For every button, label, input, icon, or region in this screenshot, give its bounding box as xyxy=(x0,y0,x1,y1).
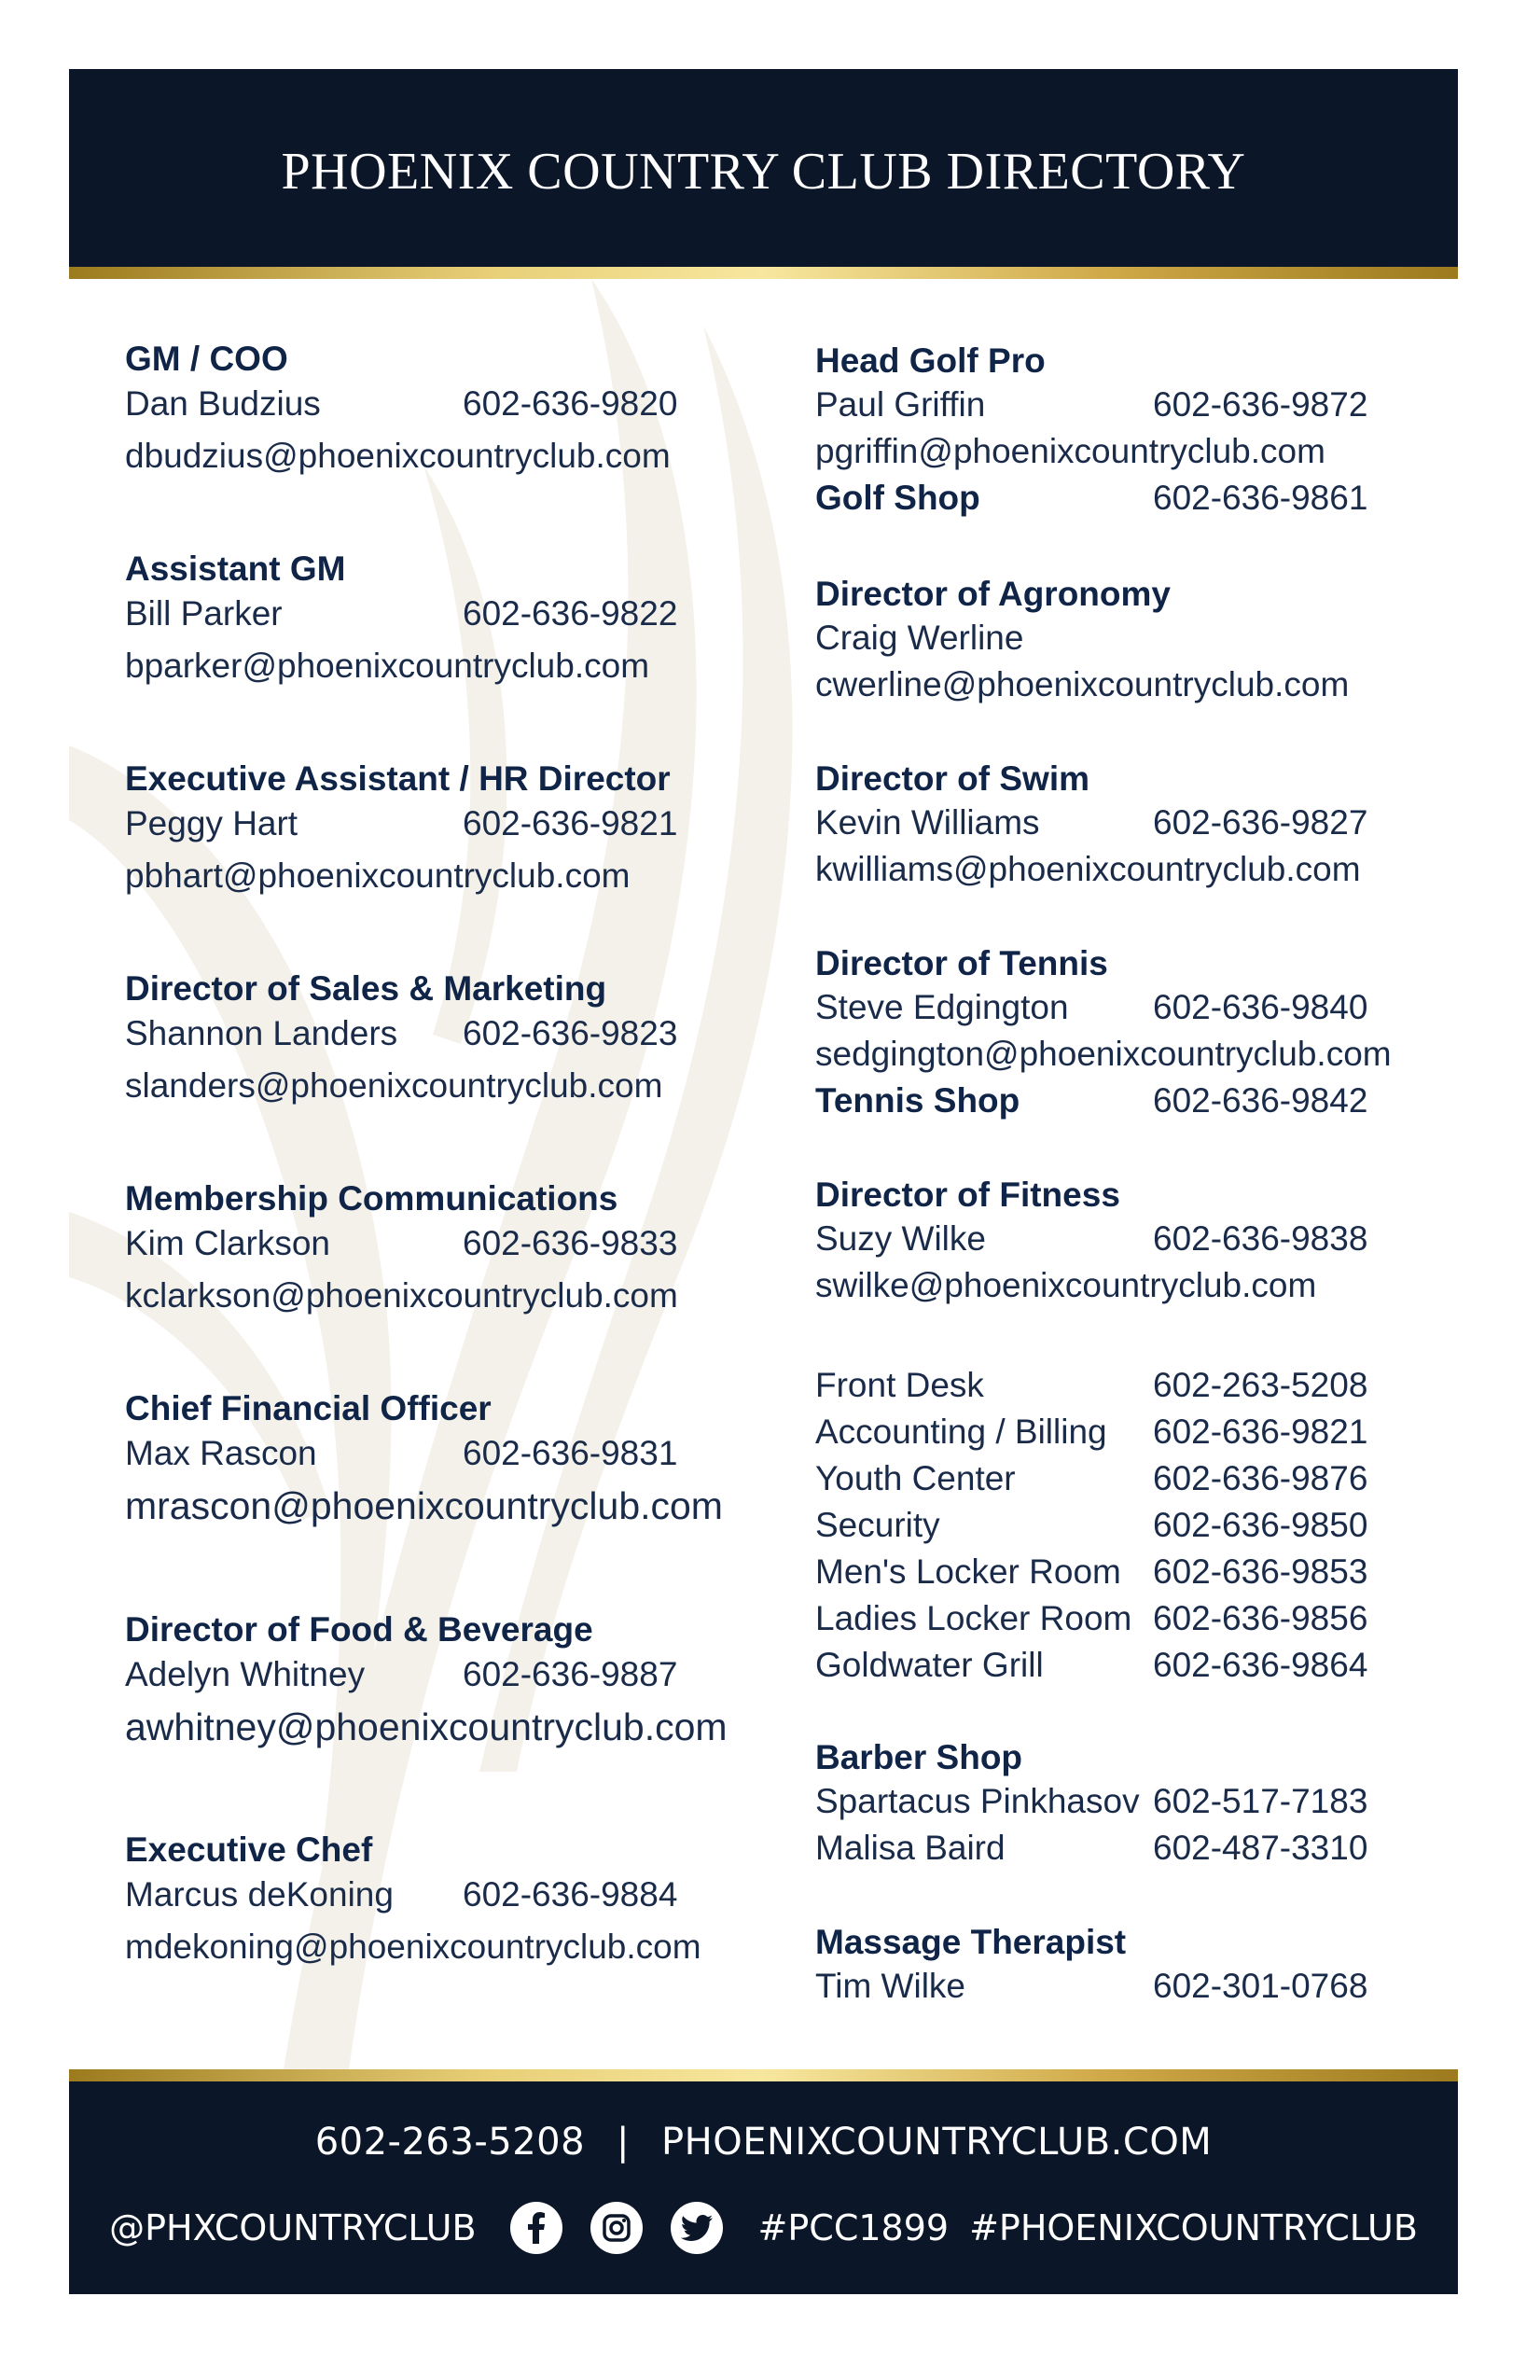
contact-email[interactable]: mrascon@phoenixcountryclub.com xyxy=(125,1484,723,1527)
contact-title: Executive Chef xyxy=(125,1830,373,1869)
contact-tennis xyxy=(815,943,1422,1124)
contact-gm xyxy=(125,341,731,482)
contact-title: Director of Agronomy xyxy=(815,575,1171,613)
contact-name: Spartacus Pinkhasov xyxy=(815,1782,1140,1820)
department-name: Men's Locker Room xyxy=(815,1552,1121,1591)
list-item xyxy=(815,1502,1422,1549)
contact-email[interactable]: cwerline@phoenixcountryclub.com xyxy=(815,665,1350,703)
department-list xyxy=(815,1362,1422,1689)
contact-email[interactable]: pgriffin@phoenixcountryclub.com xyxy=(815,432,1325,470)
tennis-shop-phone[interactable]: 602-636-9842 xyxy=(1153,1081,1368,1120)
page-title: PHOENIX COUNTRY CLUB DIRECTORY xyxy=(281,143,1246,201)
contact-name: Peggy Hart xyxy=(125,804,298,842)
department-phone[interactable]: 602-636-9850 xyxy=(1153,1506,1368,1544)
department-phone[interactable]: 602-636-9864 xyxy=(1153,1646,1368,1684)
footer-website-link[interactable]: PHOENIXCOUNTRYCLUB.COM xyxy=(661,2121,1213,2164)
contact-cfo xyxy=(125,1390,731,1532)
contact-phone[interactable]: 602-636-9827 xyxy=(1153,803,1368,842)
contact-title: Barber Shop xyxy=(815,1738,1023,1776)
contact-phone[interactable]: 602-636-9887 xyxy=(463,1655,678,1693)
header-banner xyxy=(69,69,1458,276)
department-phone[interactable]: 602-636-9876 xyxy=(1153,1459,1368,1497)
department-name: Front Desk xyxy=(815,1366,984,1404)
contact-assistant-gm xyxy=(125,550,731,692)
contact-name: Adelyn Whitney xyxy=(125,1655,366,1693)
contact-agronomy xyxy=(815,574,1422,708)
contact-title: Membership Communications xyxy=(125,1179,618,1218)
tennis-shop-label: Tennis Shop xyxy=(815,1081,1020,1120)
contact-title: Director of Swim xyxy=(815,759,1089,798)
contact-email[interactable]: sedgington@phoenixcountryclub.com xyxy=(815,1035,1392,1073)
footer-contact-line xyxy=(69,2121,1458,2164)
contact-phone[interactable]: 602-636-9820 xyxy=(463,384,678,423)
contact-barber xyxy=(815,1737,1422,1872)
contact-name: Shannon Landers xyxy=(125,1014,398,1052)
contact-title: Director of Food & Beverage xyxy=(125,1610,593,1649)
contact-title: Massage Therapist xyxy=(815,1923,1127,1961)
golf-shop-phone[interactable]: 602-636-9861 xyxy=(1153,479,1368,517)
contact-phone[interactable]: 602-636-9831 xyxy=(463,1434,678,1472)
contact-phone[interactable]: 602-487-3310 xyxy=(1153,1829,1368,1867)
contact-phone[interactable]: 602-636-9840 xyxy=(1153,988,1368,1026)
contact-email[interactable]: dbudzius@phoenixcountryclub.com xyxy=(125,437,671,475)
department-name: Ladies Locker Room xyxy=(815,1599,1132,1637)
list-item xyxy=(815,1409,1422,1455)
contact-title: Assistant GM xyxy=(125,550,346,588)
contact-phone[interactable]: 602-301-0768 xyxy=(1153,1967,1368,2005)
department-phone[interactable]: 602-263-5208 xyxy=(1153,1366,1368,1404)
contact-name: Paul Griffin xyxy=(815,385,986,424)
contact-fitness xyxy=(815,1175,1422,1309)
contact-phone[interactable]: 602-636-9823 xyxy=(463,1014,678,1052)
contact-title: Director of Fitness xyxy=(815,1176,1120,1214)
contact-email[interactable]: bparker@phoenixcountryclub.com xyxy=(125,647,650,685)
footer-phone[interactable]: 602-263-5208 xyxy=(314,2121,586,2164)
contact-phone[interactable]: 602-636-9822 xyxy=(463,594,678,633)
department-phone[interactable]: 602-636-9856 xyxy=(1153,1599,1368,1637)
contact-email[interactable]: slanders@phoenixcountryclub.com xyxy=(125,1066,663,1105)
golf-shop-label: Golf Shop xyxy=(815,479,980,517)
contact-name: Craig Werline xyxy=(815,619,1024,657)
contact-name: Dan Budzius xyxy=(125,384,321,423)
list-item xyxy=(815,1362,1422,1409)
contact-phone[interactable]: 602-517-7183 xyxy=(1153,1782,1368,1820)
contact-phone[interactable]: 602-636-9884 xyxy=(463,1875,678,1914)
contact-name: Malisa Baird xyxy=(815,1829,1006,1867)
contact-email[interactable]: pbhart@phoenixcountryclub.com xyxy=(125,856,631,895)
department-name: Security xyxy=(815,1506,940,1544)
contact-email[interactable]: kclarkson@phoenixcountryclub.com xyxy=(125,1276,678,1315)
contact-name: Tim Wilke xyxy=(815,1967,965,2005)
contact-swim xyxy=(815,759,1422,893)
contact-title: Chief Financial Officer xyxy=(125,1389,492,1427)
contact-name: Kim Clarkson xyxy=(125,1224,330,1262)
background-leaf-art xyxy=(69,279,834,2069)
contact-name: Bill Parker xyxy=(125,594,283,633)
contact-email[interactable]: swilke@phoenixcountryclub.com xyxy=(815,1266,1317,1304)
contact-phone[interactable]: 602-636-9838 xyxy=(1153,1219,1368,1258)
social-handle[interactable]: @PHXCOUNTRYCLUB xyxy=(109,2207,477,2248)
contact-name: Steve Edgington xyxy=(815,988,1069,1026)
contact-email[interactable]: kwilliams@phoenixcountryclub.com xyxy=(815,850,1361,888)
contact-phone[interactable]: 602-636-9872 xyxy=(1153,385,1368,424)
department-name: Accounting / Billing xyxy=(815,1413,1107,1451)
contact-email[interactable]: mdekoning@phoenixcountryclub.com xyxy=(125,1928,701,1966)
gold-divider-bottom xyxy=(69,2069,1458,2081)
list-item xyxy=(815,1549,1422,1595)
contact-title: GM / COO xyxy=(125,340,288,378)
contact-name: Max Rascon xyxy=(125,1434,317,1472)
contact-phone[interactable]: 602-636-9833 xyxy=(463,1224,678,1262)
contact-massage xyxy=(815,1922,1422,2010)
footer-separator: | xyxy=(617,2121,631,2164)
contact-food-beverage xyxy=(125,1611,731,1753)
hashtags xyxy=(758,2207,1418,2248)
department-name: Youth Center xyxy=(815,1459,1016,1497)
hashtag[interactable]: #PCC1899 xyxy=(757,2207,950,2248)
list-item xyxy=(815,1595,1422,1642)
instagram-icon[interactable] xyxy=(590,2202,643,2254)
contact-executive-chef xyxy=(125,1831,731,1973)
contact-name: Suzy Wilke xyxy=(815,1219,986,1258)
hashtag[interactable]: #PHOENIXCOUNTRYCLUB xyxy=(969,2207,1418,2248)
department-phone[interactable]: 602-636-9853 xyxy=(1153,1552,1368,1591)
contact-title: Director of Tennis xyxy=(815,944,1108,982)
gold-divider-top xyxy=(69,267,1458,279)
list-item xyxy=(815,1642,1422,1689)
twitter-icon[interactable] xyxy=(671,2202,723,2254)
footer xyxy=(69,2081,1458,2294)
contact-hr-director xyxy=(125,760,731,902)
contact-email[interactable]: awhitney@phoenixcountryclub.com xyxy=(125,1705,728,1748)
contact-membership-communications xyxy=(125,1180,731,1322)
contact-phone[interactable]: 602-636-9821 xyxy=(463,804,678,842)
department-phone[interactable]: 602-636-9821 xyxy=(1153,1413,1368,1451)
contact-title: Head Golf Pro xyxy=(815,341,1046,380)
contact-title: Executive Assistant / HR Director xyxy=(125,759,671,798)
contact-name: Marcus deKoning xyxy=(125,1875,394,1914)
contact-name: Kevin Williams xyxy=(815,803,1040,842)
contact-sales-marketing xyxy=(125,970,731,1112)
department-name: Goldwater Grill xyxy=(815,1646,1044,1684)
footer-social-line xyxy=(69,2198,1458,2258)
contact-title: Director of Sales & Marketing xyxy=(125,969,607,1008)
list-item xyxy=(815,1455,1422,1502)
facebook-icon[interactable] xyxy=(510,2202,562,2254)
contact-golf xyxy=(815,341,1422,522)
